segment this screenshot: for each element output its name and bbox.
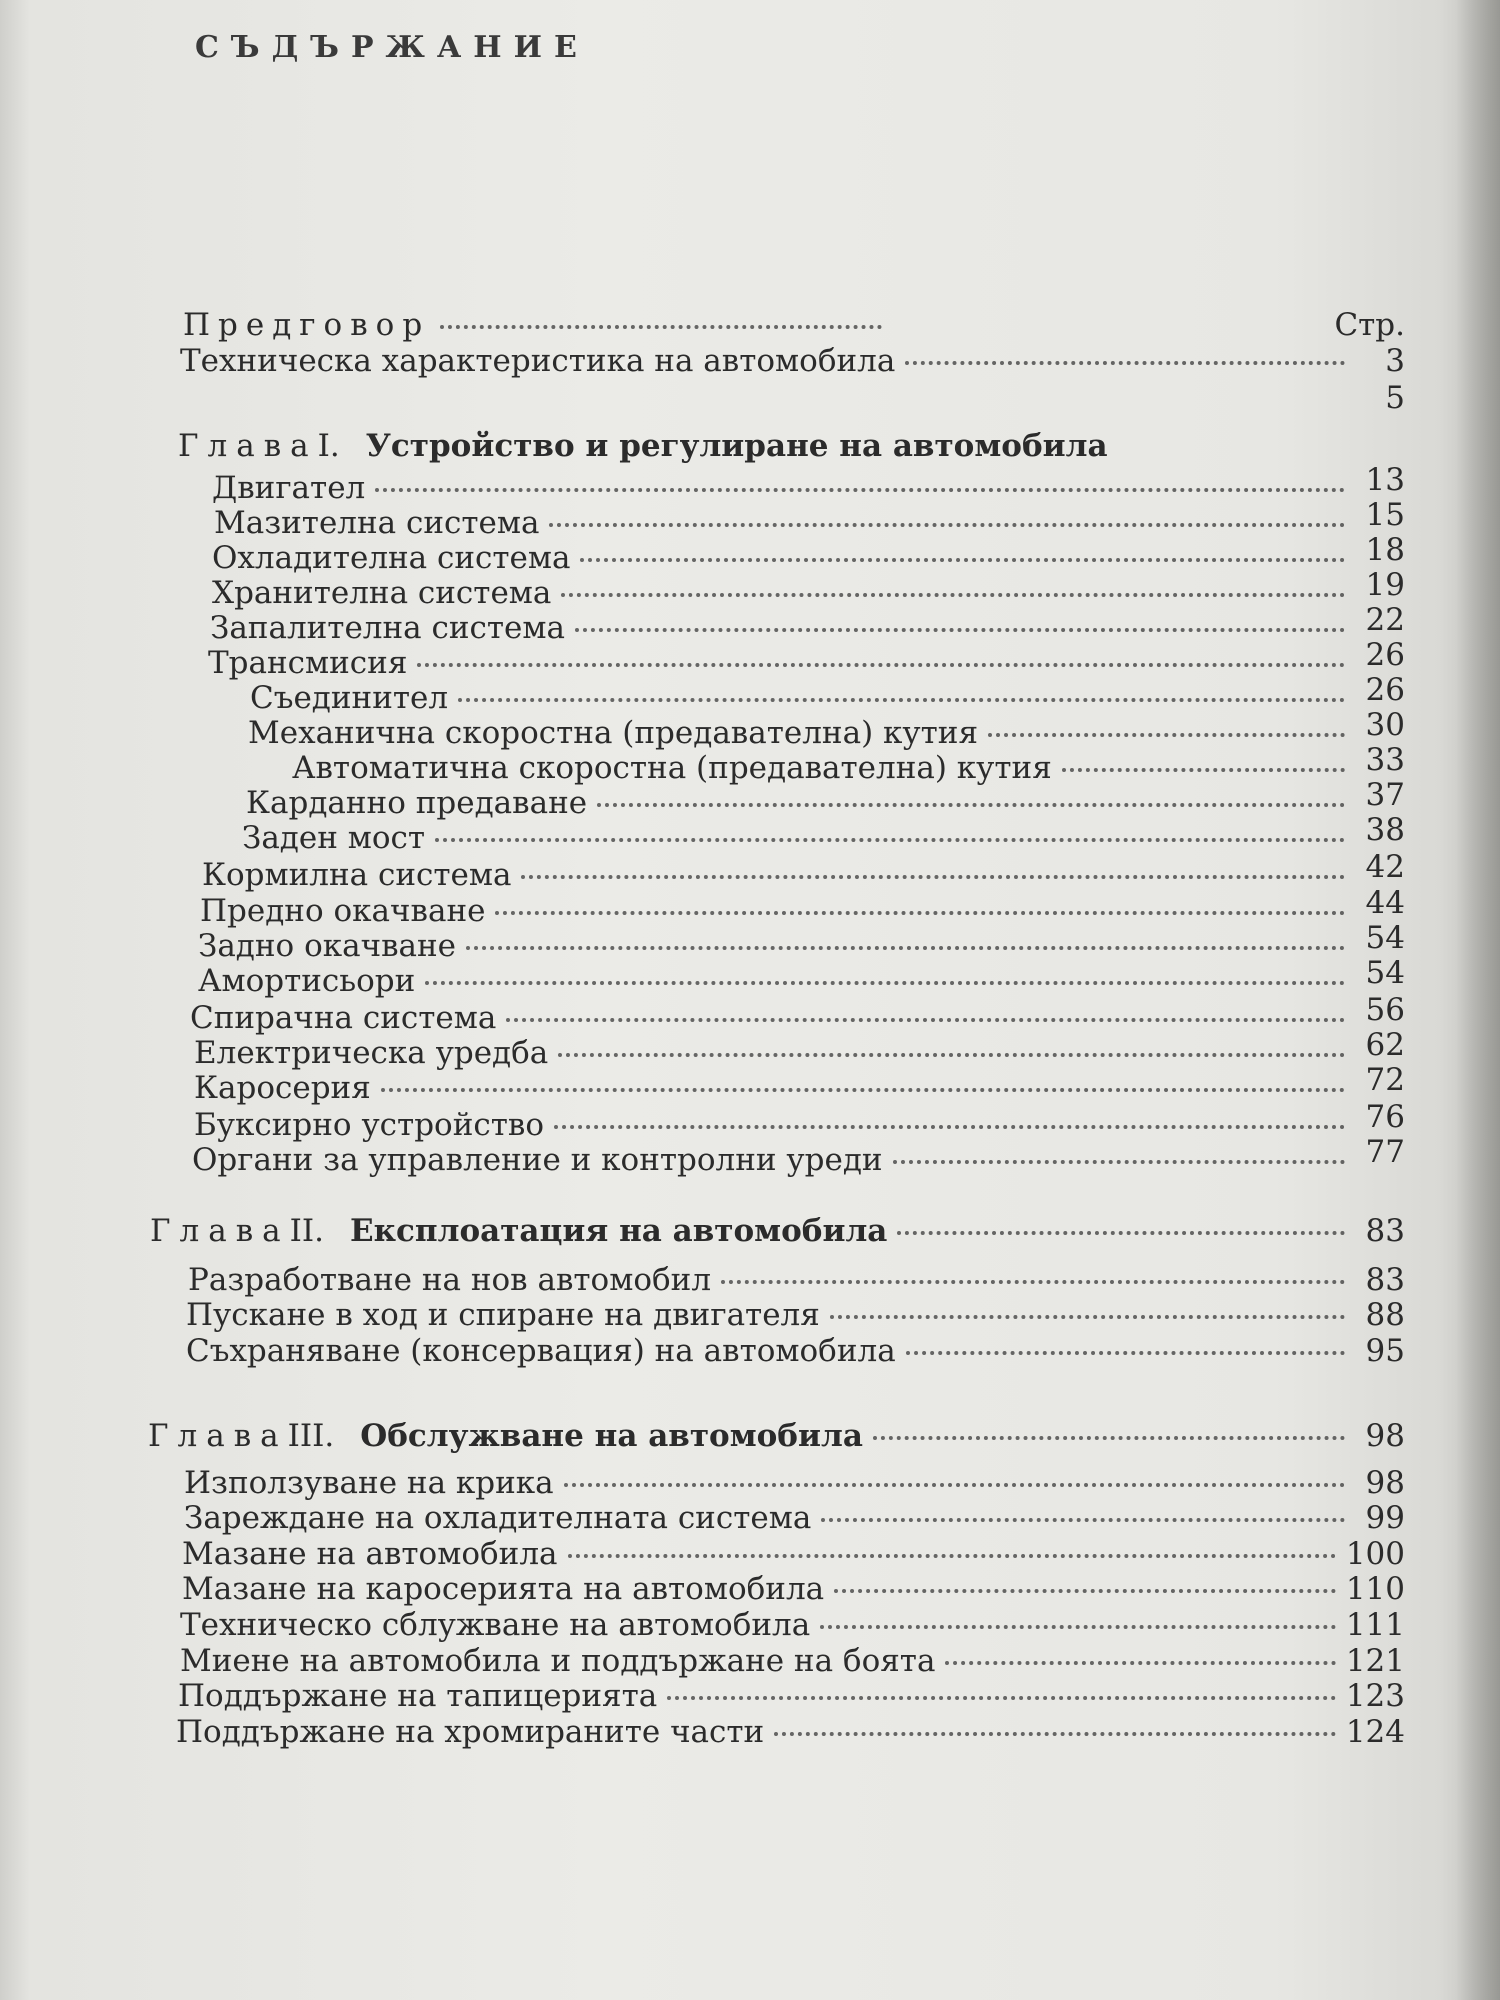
dot-leader: [521, 874, 1345, 879]
toc-entry-label: Трансмисия: [208, 645, 408, 681]
toc-entry-label: Техническа характеристика на автомобила: [180, 343, 896, 379]
toc-page-number: 54: [1365, 920, 1405, 956]
toc-entry: [200, 885, 1405, 929]
toc-page-number: 30: [1365, 707, 1405, 743]
toc-entry-preface: [183, 307, 1405, 343]
toc-entry: [248, 707, 1405, 751]
toc-entry: [212, 567, 1405, 611]
toc-entry: [214, 497, 1405, 541]
dot-leader: [575, 627, 1345, 632]
toc-page-number: 62: [1365, 1027, 1405, 1063]
dot-leader: [580, 557, 1345, 562]
toc-entry: [180, 380, 1405, 416]
dot-leader: [834, 1588, 1336, 1593]
toc-page-number: 110: [1345, 1571, 1405, 1607]
toc-page-number: 83: [1365, 1262, 1405, 1298]
toc-entry: [202, 849, 1405, 893]
chapter-title: Експлоатация на автомобила: [350, 1213, 888, 1249]
chapter-heading: [178, 428, 1178, 464]
toc-page-number: 44: [1365, 885, 1405, 921]
toc-entry: [180, 343, 1405, 379]
toc-entry: [194, 1027, 1405, 1071]
toc-page-number: 13: [1365, 462, 1405, 498]
page-title: СЪДЪРЖАНИЕ: [195, 30, 589, 65]
toc-entry: [198, 955, 1405, 999]
dot-leader: [554, 1124, 1345, 1129]
toc-page-number: 121: [1345, 1643, 1405, 1679]
toc-entry: [194, 1062, 1405, 1106]
toc-entry: [198, 920, 1405, 964]
toc-entry-label: Двигател: [212, 470, 366, 506]
toc-page-number: 100: [1345, 1536, 1405, 1572]
toc-entry: [186, 1333, 1405, 1369]
toc-page-number: 37: [1365, 777, 1405, 813]
toc-entry: [176, 1714, 1405, 1750]
toc-entry-label: Електрическа уредба: [194, 1035, 549, 1071]
dot-leader: [564, 1482, 1345, 1487]
chapter-title: Устройство и регулиране на автомобила: [365, 428, 1108, 464]
toc-entry: [180, 1643, 1405, 1679]
toc-entry-label: Каросерия: [194, 1070, 371, 1106]
toc-entry: [250, 672, 1405, 716]
toc-entry-label: Механична скоростна (предавателна) кутия: [248, 715, 978, 751]
toc-page-number: 123: [1345, 1678, 1405, 1714]
dot-leader: [561, 592, 1345, 597]
toc-page-number: 72: [1365, 1062, 1405, 1098]
page-column-label: Стр.: [1334, 307, 1406, 343]
toc-entry-label: Буксирно устройство: [194, 1107, 544, 1143]
toc-page-number: 3: [1385, 343, 1405, 379]
dot-leader: [381, 1087, 1345, 1092]
toc-entry-label: Охладителна система: [212, 540, 571, 576]
toc-entry: [182, 1536, 1405, 1572]
toc-page-number: 54: [1365, 955, 1405, 991]
toc-page-number: 5: [1385, 380, 1405, 416]
dot-leader: [905, 360, 1345, 365]
toc-page-number: 77: [1365, 1134, 1405, 1170]
dot-leader: [1062, 767, 1345, 772]
toc-entry-label: Разработване на нов автомобил: [188, 1262, 712, 1298]
toc-entry-label: Мазане на автомобила: [182, 1536, 558, 1572]
toc-entry-label: Запалителна система: [210, 610, 565, 646]
toc-page-number: 56: [1365, 992, 1405, 1028]
dot-leader: [597, 802, 1345, 807]
toc-entry-label: Мазане на каросерията на автомобила: [182, 1571, 825, 1607]
dot-leader: [417, 662, 1345, 667]
toc-page-number: 83: [1365, 1213, 1405, 1249]
toc-entry: [180, 1607, 1405, 1643]
dot-leader: [375, 487, 1345, 492]
toc-page-number: 19: [1365, 567, 1405, 603]
toc-page-number: 98: [1365, 1465, 1405, 1501]
toc-entry: [212, 462, 1405, 506]
toc-entry: [190, 992, 1405, 1036]
chapter-word: Глава: [150, 1213, 290, 1249]
toc-entry: [184, 1465, 1405, 1501]
toc-page-number: 124: [1345, 1714, 1405, 1750]
toc-entry: [210, 602, 1405, 646]
toc-page-number: 26: [1365, 637, 1405, 673]
toc-entry-label: Заден мост: [242, 820, 426, 856]
dot-leader: [906, 1350, 1345, 1355]
chapter-word: Глава: [148, 1418, 288, 1454]
dot-leader: [568, 1553, 1336, 1558]
dot-leader: [893, 1159, 1345, 1164]
dot-leader: [440, 324, 882, 329]
toc-entry: [178, 1678, 1405, 1714]
dot-leader: [988, 732, 1345, 737]
toc-entry: [208, 637, 1405, 681]
toc-entry-label: Използуване на крика: [184, 1465, 554, 1501]
dot-leader: [774, 1731, 1336, 1736]
toc-entry-label: Органи за управление и контролни уреди: [192, 1142, 883, 1178]
toc-entry: [182, 1571, 1405, 1607]
toc-entry-label: Техническо сблужване на автомобила: [180, 1607, 811, 1643]
toc-page-number: 42: [1365, 849, 1405, 885]
dot-leader: [721, 1279, 1345, 1284]
toc-entry-label: Поддържане на тапицерията: [178, 1678, 658, 1714]
toc-entry-label: Спирачна система: [190, 1000, 497, 1036]
dot-leader: [435, 837, 1345, 842]
toc-entry: [192, 1134, 1405, 1178]
toc-entry-label: Предно окачване: [200, 893, 486, 929]
toc-page-number: 38: [1365, 812, 1405, 848]
dot-leader: [945, 1660, 1335, 1665]
dot-leader: [425, 980, 1345, 985]
toc-entry-label: Задно окачване: [198, 928, 457, 964]
dot-leader: [549, 522, 1345, 527]
toc-entry: [184, 1500, 1405, 1536]
toc-entry-label: Миене на автомобила и поддържане на боята: [180, 1643, 936, 1679]
chapter-number: III.: [287, 1418, 335, 1454]
toc-entry-label: Зареждане на охладителната система: [184, 1500, 812, 1536]
chapter-number: I.: [317, 428, 340, 464]
toc-entry: [188, 1262, 1405, 1298]
toc-entry: [242, 812, 1405, 856]
toc-page-number: 33: [1365, 742, 1405, 778]
toc-page-number: 111: [1345, 1607, 1405, 1643]
toc-entry-label: Предговор: [183, 307, 431, 343]
toc-page-number: 95: [1365, 1333, 1405, 1369]
toc-page-number: 98: [1365, 1418, 1405, 1454]
toc-page-number: 22: [1365, 602, 1405, 638]
dot-leader: [495, 910, 1345, 915]
toc-entry-label: Карданно предаване: [246, 785, 588, 821]
dot-leader: [820, 1624, 1336, 1629]
dot-leader: [830, 1314, 1345, 1319]
toc-page-number: 26: [1365, 672, 1405, 708]
dot-leader: [667, 1695, 1336, 1700]
dot-leader: [466, 945, 1345, 950]
toc-entry-label: Съединител: [250, 680, 449, 716]
toc-entry: [186, 1297, 1405, 1333]
toc-page-number: 99: [1365, 1500, 1405, 1536]
dot-leader: [821, 1517, 1345, 1522]
toc-entry-label: Хранителна система: [212, 575, 552, 611]
chapter-heading: [150, 1213, 1405, 1249]
page-edge-shadow: [1456, 0, 1500, 2000]
toc-entry-label: Мазителна система: [214, 505, 540, 541]
toc-entry-label: Амортисьори: [198, 963, 416, 999]
toc-entry-label: Автоматична скоростна (предавателна) кутия: [292, 750, 1052, 786]
toc-entry-label: Съхраняване (консервация) на автомобила: [186, 1333, 896, 1369]
chapter-heading: [148, 1418, 1405, 1454]
chapter-number: II.: [289, 1213, 324, 1249]
toc-page-number: 15: [1365, 497, 1405, 533]
toc-page-number: 88: [1365, 1297, 1405, 1333]
toc-entry: [292, 742, 1405, 786]
dot-leader: [506, 1017, 1345, 1022]
dot-leader: [458, 697, 1345, 702]
dot-leader: [897, 1230, 1345, 1235]
toc-page-number: 76: [1365, 1099, 1405, 1135]
toc-entry: [212, 532, 1405, 576]
toc-entry-label: Кормилна система: [202, 857, 512, 893]
dot-leader: [558, 1052, 1345, 1057]
chapter-title: Обслужване на автомобила: [360, 1418, 863, 1454]
dot-leader: [873, 1435, 1345, 1440]
toc-entry-label: Пускане в ход и спиране на двигателя: [186, 1297, 820, 1333]
toc-entry: [194, 1099, 1405, 1143]
chapter-word: Глава: [178, 428, 318, 464]
toc-page-number: 18: [1365, 532, 1405, 568]
toc-entry: [246, 777, 1405, 821]
toc-entry-label: Поддържане на хромираните части: [176, 1714, 765, 1750]
